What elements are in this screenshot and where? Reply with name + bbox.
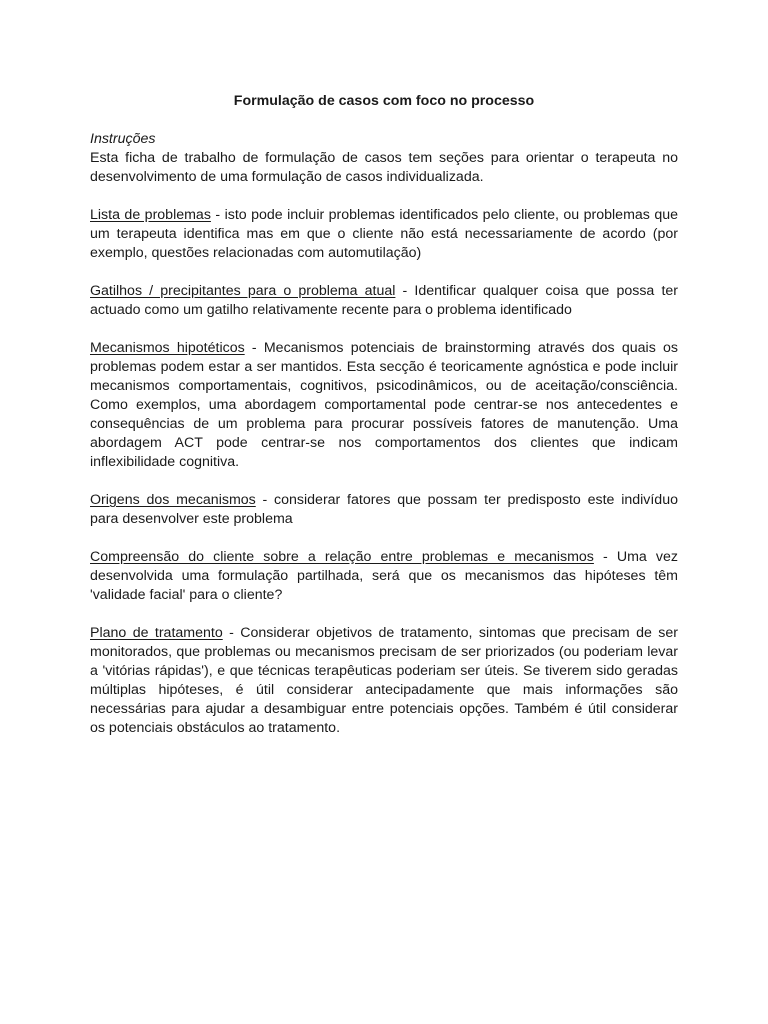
section-text: - considerar fatores que possam ter predisposto este indivíduo para desenvolver este problema <box>90 492 678 527</box>
section-term: Origens dos mecanismos <box>90 492 256 508</box>
instructions-heading: Instruções <box>90 131 156 147</box>
section-term: Lista de problemas <box>90 207 211 223</box>
instructions-section <box>90 130 678 187</box>
document-title: Formulação de casos com foco no processo <box>233 93 535 109</box>
section-problem-list <box>90 206 678 263</box>
instructions-body: Esta ficha de trabalho de formulação de casos tem seções para orientar o terapeuta no desenvolvimento de uma formulação de casos individualizada. <box>90 150 678 185</box>
section-paragraph <box>90 206 678 263</box>
section-treatment-plan <box>90 624 678 738</box>
section-paragraph <box>90 624 678 738</box>
section-paragraph <box>90 548 678 605</box>
section-term: Plano de tratamento <box>90 625 223 641</box>
section-term: Compreensão do cliente sobre a relação entre problemas e mecanismos <box>90 549 594 565</box>
section-paragraph <box>90 339 678 472</box>
section-triggers <box>90 282 678 320</box>
section-paragraph <box>90 282 678 320</box>
section-term: Gatilhos / precipitantes para o problema atual <box>90 283 396 299</box>
section-text: - Considerar objetivos de tratamento, sintomas que precisam de ser monitorados, que problemas ou mecanismos precisam de ser priorizados (ou poderiam levar a 'vitórias rápidas'), e que técnicas terapêuticas poderiam ser úteis. Se tiverem sido geradas múltiplas hipóteses, é útil considerar antecipadamente que mais informações são necessárias para ajudar a desambiguar entre potenciais opções. Também é útil considerar os potenciais obstáculos ao tratamento. <box>90 625 678 736</box>
section-mechanism-origins <box>90 491 678 529</box>
section-text: - Mecanismos potenciais de brainstorming através dos quais os problemas podem estar a ser mantidos. Esta secção é teoricamente agnóstica e pode incluir mecanismos comportamentais, cognitivos, psicodinâmicos, ou de aceitação/consciência. Como exemplos, uma abordagem comportamental pode centrar-se nos antecedentes e consequências de um problema para procurar possíveis fatores de manutenção. Uma abordagem ACT pode centrar-se nos comportamentos dos clientes que indicam inflexibilidade cognitiva. <box>90 340 678 470</box>
document-page <box>90 92 678 757</box>
section-term: Mecanismos hipotéticos <box>90 340 245 356</box>
section-paragraph <box>90 491 678 529</box>
section-client-understanding <box>90 548 678 605</box>
section-text: - Uma vez desenvolvida uma formulação partilhada, será que os mecanismos das hipóteses têm 'validade facial' para o cliente? <box>90 549 678 603</box>
section-hypothetical-mechanisms <box>90 339 678 472</box>
section-text: - Identificar qualquer coisa que possa ter actuado como um gatilho relativamente recente para o problema identificado <box>90 283 678 318</box>
section-text: - isto pode incluir problemas identificados pelo cliente, ou problemas que um terapeuta identifica mas em que o cliente não está necessariamente de acordo (por exemplo, questões relacionadas com automutilação) <box>90 207 679 261</box>
